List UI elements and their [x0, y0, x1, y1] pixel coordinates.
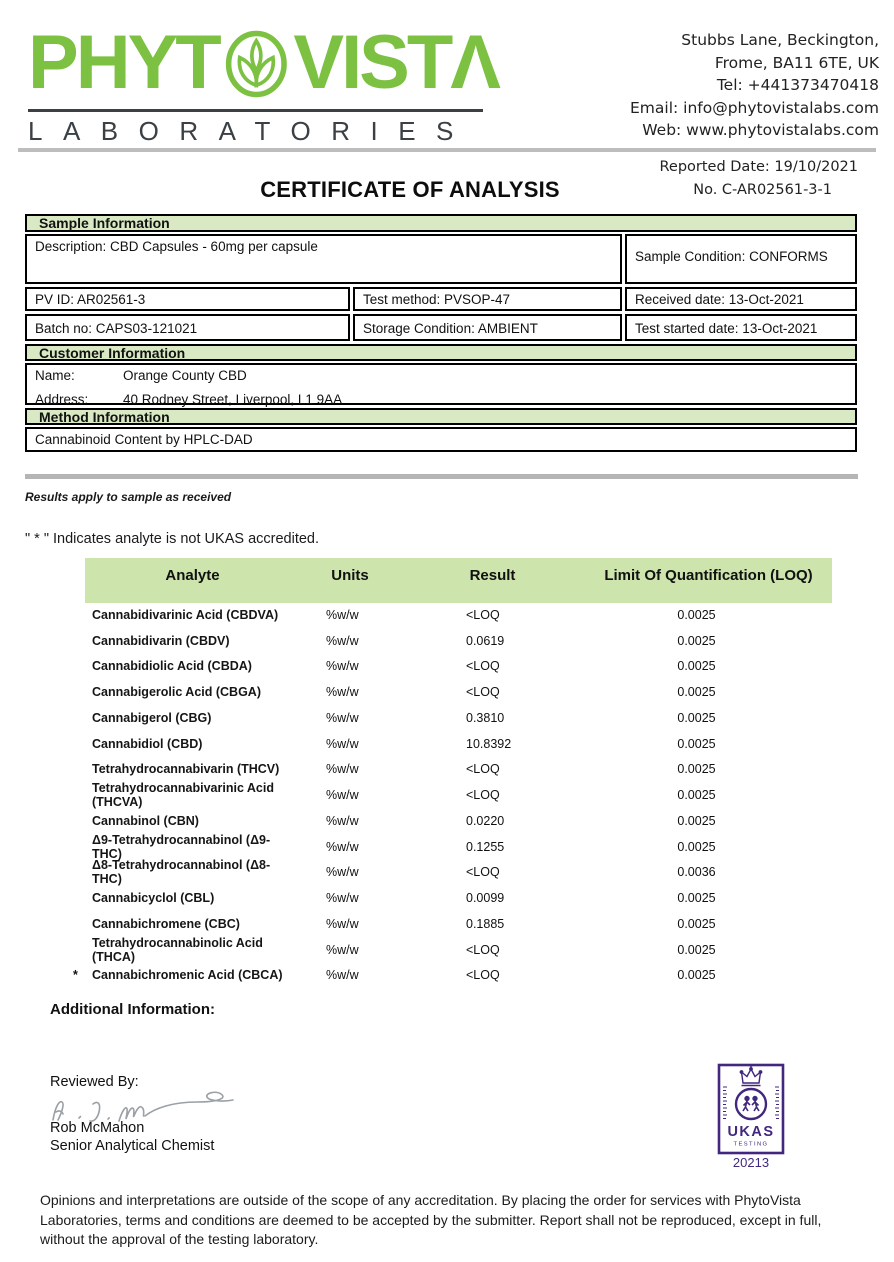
column-header-loq: Limit Of Quantification (LOQ): [604, 567, 813, 584]
cell-result: 0.3810: [466, 710, 505, 725]
cell-result: <LOQ: [466, 968, 500, 983]
batch-no-cell: Batch no: CAPS03-121021: [25, 314, 350, 341]
table-row: [70, 731, 832, 757]
cell-units: %w/w: [326, 736, 359, 751]
cell-analyte: Δ9-Tetrahydrocannabinol (Δ9-THC): [92, 832, 271, 861]
table-row: [70, 705, 832, 731]
cell-units: %w/w: [326, 685, 359, 700]
cell-loq: 0.0025: [677, 685, 716, 700]
contact-address-line2: Frome, BA11 6TE, UK: [714, 53, 879, 72]
cell-result: <LOQ: [466, 762, 500, 777]
column-header-units: Units: [331, 567, 369, 584]
cell-result: 0.1885: [466, 916, 505, 931]
ukas-category-text: TESTING: [733, 1141, 769, 1148]
cell-units: %w/w: [326, 865, 359, 880]
page-title: CERTIFICATE OF ANALYSIS: [260, 177, 560, 202]
accreditation-note: " * " Indicates analyte is not UKAS accredited.: [25, 531, 320, 547]
table-row: [70, 911, 832, 937]
cell-loq: 0.0025: [677, 942, 716, 957]
cell-units: %w/w: [326, 762, 359, 777]
contact-phone: Tel: +441373470418: [716, 76, 879, 94]
table-row: [70, 679, 832, 705]
table-row: [70, 628, 832, 654]
logo-wordmark: [28, 16, 498, 106]
cell-units: %w/w: [326, 916, 359, 931]
table-row: [70, 834, 832, 860]
cell-asterisk: *: [73, 968, 78, 983]
customer-name-value: Orange County CBD: [123, 368, 247, 383]
test-method-cell: Test method: PVSOP-47: [353, 287, 622, 311]
section-header-sample-information: Sample Information: [25, 214, 857, 232]
customer-address-value: 40 Rodney Street, Liverpool, L1 9AA: [123, 392, 343, 407]
customer-name-label: Name:: [35, 368, 75, 383]
cell-result: <LOQ: [466, 685, 500, 700]
cell-units: %w/w: [326, 788, 359, 803]
additional-information-label: Additional Information:: [50, 1001, 215, 1018]
cell-loq: 0.0036: [677, 865, 716, 880]
results-apply-note: Results apply to sample as received: [25, 490, 232, 504]
cell-result: 10.8392: [466, 736, 512, 751]
ukas-name-text: UKAS: [727, 1124, 775, 1140]
phytovista-logo: [28, 16, 498, 147]
cell-units: %w/w: [326, 891, 359, 906]
table-row: [70, 860, 832, 886]
cell-units: %w/w: [326, 839, 359, 854]
cell-loq: 0.0025: [677, 659, 716, 674]
table-row: [70, 885, 832, 911]
cell-analyte: Cannabigerol (CBG): [92, 710, 212, 725]
cell-analyte: Cannabichromenic Acid (CBCA): [92, 968, 283, 983]
customer-address-label: Address:: [35, 392, 89, 407]
cell-loq: 0.0025: [677, 710, 716, 725]
table-row: [70, 782, 832, 808]
cell-analyte: Cannabichromene (CBC): [92, 916, 240, 931]
table-row: [70, 963, 832, 989]
column-header-result: Result: [469, 567, 516, 584]
ukas-accreditation-logo: [710, 1063, 792, 1171]
cell-loq: 0.0025: [677, 839, 716, 854]
leaf-circle-icon: [224, 28, 289, 100]
cell-result: 0.0220: [466, 813, 505, 828]
logo-divider: [28, 109, 483, 112]
cell-units: %w/w: [326, 813, 359, 828]
contact-email: Email: info@phytovistalabs.com: [630, 98, 879, 117]
reported-date: Reported Date: 19/10/2021: [659, 159, 858, 175]
lab-contact-block: [630, 29, 879, 142]
pv-id-cell: PV ID: AR02561-3: [25, 287, 350, 311]
cell-result: 0.0619: [466, 633, 505, 648]
cell-analyte: Tetrahydrocannabinolic Acid (THCA): [92, 935, 263, 964]
table-row: [70, 937, 832, 963]
cell-loq: 0.0025: [677, 916, 716, 931]
cell-loq: 0.0025: [677, 762, 716, 777]
contact-address-line1: Stubbs Lane, Beckington,: [681, 31, 879, 49]
section-divider: [25, 474, 858, 479]
report-number: No. C-AR02561-3-1: [693, 182, 832, 198]
received-date-cell: Received date: 13-Oct-2021: [625, 287, 857, 311]
cell-loq: 0.0025: [677, 813, 716, 828]
storage-condition-cell: Storage Condition: AMBIENT: [353, 314, 622, 341]
table-row: [70, 808, 832, 834]
method-cell: Cannabinoid Content by HPLC-DAD: [25, 427, 857, 452]
test-started-date-cell: Test started date: 13-Oct-2021: [625, 314, 857, 341]
logo-subtitle: LABORATORIES: [28, 116, 474, 146]
cell-analyte: Tetrahydrocannabivarinic Acid (THCVA): [92, 781, 274, 810]
cell-result: 0.1255: [466, 839, 505, 854]
logo-text-right: VISTΛ: [293, 20, 498, 105]
cell-units: %w/w: [326, 942, 359, 957]
cell-loq: 0.0025: [677, 968, 716, 983]
reviewed-by-label: Reviewed By:: [50, 1074, 139, 1090]
cell-loq: 0.0025: [677, 788, 716, 803]
cell-loq: 0.0025: [677, 633, 716, 648]
header-divider: [18, 148, 876, 152]
cell-analyte: Cannabidivarin (CBDV): [92, 633, 230, 648]
cell-analyte: Cannabidivarinic Acid (CBDVA): [92, 607, 279, 622]
cell-analyte: Tetrahydrocannabivarin (THCV): [92, 762, 280, 777]
cell-result: 0.0099: [466, 891, 505, 906]
cell-units: %w/w: [326, 633, 359, 648]
section-header-customer-information: Customer Information: [25, 344, 857, 361]
cell-analyte: Δ8-Tetrahydrocannabinol (Δ8-THC): [92, 858, 271, 887]
results-table-header: [85, 558, 832, 603]
cell-analyte: Cannabigerolic Acid (CBGA): [92, 685, 261, 700]
reviewer-name: Rob McMahon: [50, 1120, 145, 1136]
sample-description-cell: Description: CBD Capsules - 60mg per capsule: [25, 234, 622, 284]
cell-loq: 0.0025: [677, 891, 716, 906]
cell-units: %w/w: [326, 659, 359, 674]
cell-result: <LOQ: [466, 788, 500, 803]
cell-result: <LOQ: [466, 607, 500, 622]
cell-result: <LOQ: [466, 659, 500, 674]
column-header-analyte: Analyte: [165, 567, 220, 584]
cell-units: %w/w: [326, 710, 359, 725]
contact-web: Web: www.phytovistalabs.com: [642, 121, 879, 139]
sample-condition-cell: Sample Condition: CONFORMS: [625, 234, 857, 284]
table-row: [70, 654, 832, 680]
logo-text-left: PHYT: [28, 20, 219, 105]
cell-analyte: Cannabidiolic Acid (CBDA): [92, 659, 252, 674]
table-row: [70, 602, 832, 628]
section-header-method-information: Method Information: [25, 408, 857, 425]
customer-info-cell: [25, 363, 857, 405]
cell-analyte: Cannabidiol (CBD): [92, 736, 203, 751]
cell-result: <LOQ: [466, 942, 500, 957]
cell-loq: 0.0025: [677, 607, 716, 622]
cell-analyte: Cannabicyclol (CBL): [92, 891, 215, 906]
disclaimer-text: Opinions and interpretations are outside of the scope of any accreditation. By placing the order for services with PhytoVista Laboratories, terms and conditions are deemed to be accepted by the submitter. Report shall not be reproduced, except in full, without the approval of the testing laboratory.: [40, 1192, 822, 1247]
cell-analyte: Cannabinol (CBN): [92, 813, 199, 828]
cell-loq: 0.0025: [677, 736, 716, 751]
table-row: [70, 757, 832, 783]
cell-units: %w/w: [326, 968, 359, 983]
reviewer-title: Senior Analytical Chemist: [50, 1138, 215, 1154]
ukas-number-text: 20213: [732, 1155, 770, 1170]
cell-units: %w/w: [326, 607, 359, 622]
results-table-rows: [70, 602, 832, 988]
cell-result: <LOQ: [466, 865, 500, 880]
